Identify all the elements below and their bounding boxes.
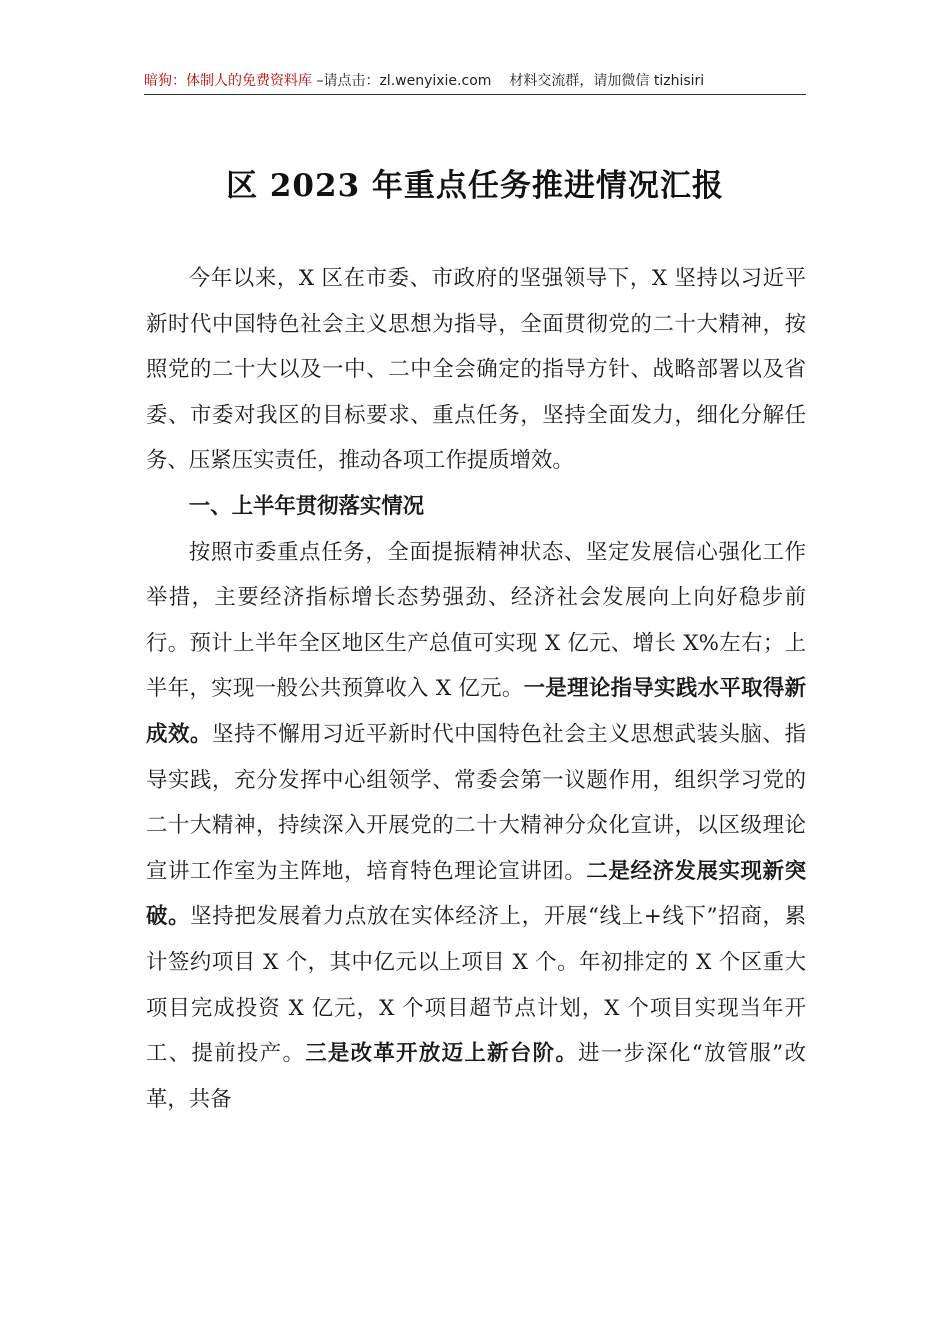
document-body — [146, 256, 806, 1122]
header-link[interactable]: zl.wenyixie.com — [379, 73, 492, 89]
intro-paragraph: 今年以来，X 区在市委、市政府的坚强领导下，X 坚持以习近平新时代中国特色社会主义思想为指导，全面贯彻党的二十大精神，按照党的二十大以及一中、二中全会确定的指导方针、战略部署以及省委、市委对我区的目标要求、重点任务，坚持全面发力，细化分解任务、压紧压实责任，推动各项工作提质增效。 — [146, 266, 806, 474]
section-paragraph — [146, 530, 806, 1123]
header-divider — [144, 94, 806, 95]
header-site-name: 暗狗：体制人的免费资料库 — [144, 73, 312, 89]
page-header — [144, 70, 804, 92]
point-2-text: 坚持把发展着力点放在实体经济上，开展“线上+线下”招商，累计签约项目 X 个，其中亿元以上项目 X 个。年初排定的 X 个区重大项目完成投资 X 亿元，X 个项目超节点计划，X 个项目实现当年开工、提前投产。 — [146, 904, 806, 1067]
point-3-text: 进一步深化“放管服”改革，共备 — [146, 1041, 806, 1112]
header-wechat-note: 材料交流群，请加微信 tizhisiri — [509, 73, 705, 89]
point-3-heading: 三是改革开放迈上新台阶。 — [305, 1041, 579, 1067]
point-1-heading: 一是理论指导实践水平取得新成效。 — [146, 676, 806, 747]
document-title: 区 2023 年重点任务推进情况汇报 — [226, 168, 724, 204]
point-1-text: 坚持不懈用习近平新时代中国特色社会主义思想武装头脑、指导实践，充分发挥中心组领学、常委会第一议题作用，组织学习党的二十大精神，持续深入开展党的二十大精神分众化宣讲，以区级理论宣讲工作室为主阵地，培育特色理论宣讲团。 — [146, 721, 806, 884]
point-2-heading: 二是经济发展实现新突破。 — [146, 858, 806, 930]
section-lead-text: 按照市委重点任务，全面提振精神状态、坚定发展信心强化工作举措，主要经济指标增长态势强劲、经济社会发展向上向好稳步前行。预计上半年全区地区生产总值可实现 X 亿元、增长 X%左右；上半年，实现一般公共预算收入 X 亿元。 — [146, 539, 806, 702]
header-click-label: –请点击： — [312, 73, 380, 89]
section-heading: 一、上半年贯彻落实情况 — [188, 493, 425, 519]
